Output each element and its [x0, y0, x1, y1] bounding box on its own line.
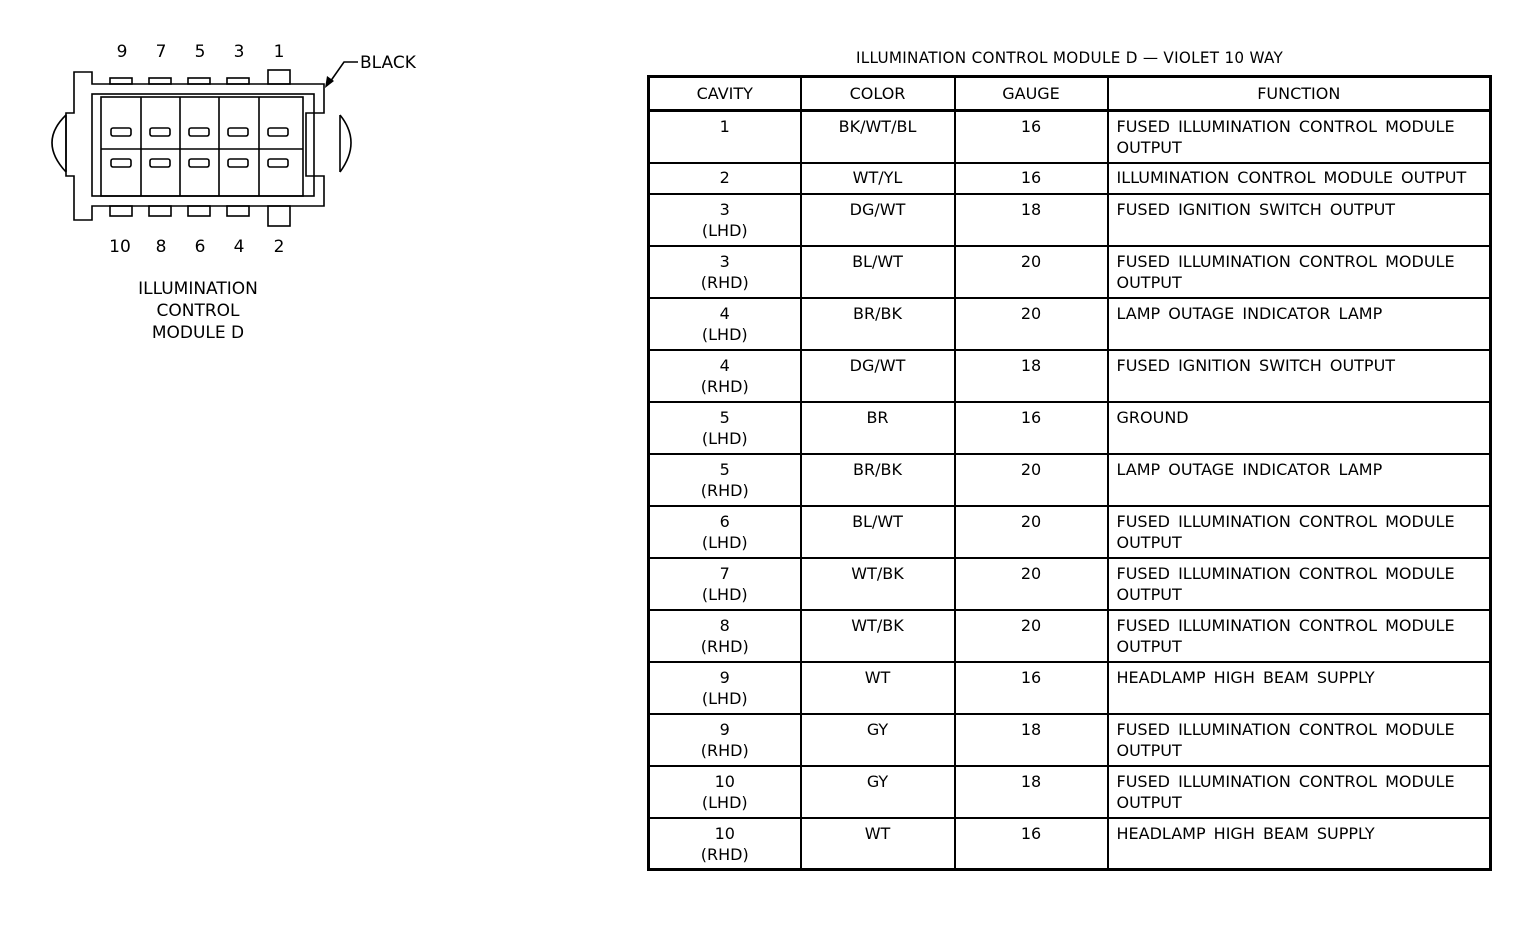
color-cell: WT/YL: [801, 163, 955, 194]
header-function: FUNCTION: [1108, 77, 1491, 111]
gauge-cell: 20: [955, 298, 1108, 350]
cavity-side: (RHD): [700, 636, 749, 656]
table-row: [649, 111, 1491, 163]
table-row: [649, 558, 1491, 610]
cavity-number: 9: [719, 667, 730, 687]
table-row: [649, 402, 1491, 454]
header-color: COLOR: [801, 77, 955, 111]
color-cell: BR/BK: [801, 454, 955, 506]
connector-name: [138, 279, 258, 343]
table-row: [649, 506, 1491, 558]
cavity-side: (LHD): [701, 532, 748, 552]
connector-color-label: BLACK: [360, 53, 416, 73]
color-cell: BR: [801, 402, 955, 454]
table-row: [649, 610, 1491, 662]
cavity-side: (LHD): [701, 688, 748, 708]
cavity-cell: [649, 111, 801, 163]
top-terminal-slots: [111, 128, 288, 136]
color-cell: WT/BK: [801, 558, 955, 610]
function-cell: HEADLAMP HIGH BEAM SUPPLY: [1108, 662, 1491, 714]
cavity-side: (RHD): [700, 376, 749, 396]
gauge-cell: 18: [955, 350, 1108, 402]
gauge-cell: 20: [955, 454, 1108, 506]
cavity-cell: [649, 714, 801, 766]
color-cell: WT: [801, 662, 955, 714]
color-cell: GY: [801, 714, 955, 766]
bottom-pin-numbers: [109, 237, 284, 257]
cavity-number: 4: [719, 355, 730, 375]
connector-inner-body: [92, 94, 314, 196]
function-cell: LAMP OUTAGE INDICATOR LAMP: [1108, 298, 1491, 350]
pin-number: 4: [233, 237, 245, 257]
cavity-number: 3: [719, 251, 730, 271]
pin-number: 2: [273, 237, 285, 257]
cavity-number: 8: [719, 615, 730, 635]
cavity-side: (LHD): [701, 584, 748, 604]
cavity-number: 6: [719, 511, 730, 531]
cavity-cell: [649, 506, 801, 558]
gauge-cell: 16: [955, 402, 1108, 454]
function-cell: ILLUMINATION CONTROL MODULE OUTPUT: [1108, 163, 1491, 194]
right-latch-ear: [340, 115, 351, 172]
bottom-terminal-slots: [111, 159, 288, 167]
cavity-cell: [649, 163, 801, 194]
gauge-cell: 16: [955, 111, 1108, 163]
gauge-cell: 18: [955, 766, 1108, 818]
cavity-number: 10: [714, 771, 735, 791]
function-cell: FUSED ILLUMINATION CONTROL MODULE OUTPUT: [1108, 558, 1491, 610]
cavity-side: (RHD): [700, 272, 749, 292]
cavity-cell: [649, 610, 801, 662]
cavity-cell: [649, 298, 801, 350]
table-row: [649, 818, 1491, 870]
function-cell: FUSED ILLUMINATION CONTROL MODULE OUTPUT: [1108, 714, 1491, 766]
color-cell: BL/WT: [801, 506, 955, 558]
cavity-number: 1: [719, 117, 730, 136]
function-cell: GROUND: [1108, 402, 1491, 454]
gauge-cell: 20: [955, 558, 1108, 610]
table-row: [649, 454, 1491, 506]
cavity-cell: [649, 662, 801, 714]
cavity-side: (RHD): [700, 480, 749, 500]
function-cell: FUSED ILLUMINATION CONTROL MODULE OUTPUT: [1108, 610, 1491, 662]
color-cell: GY: [801, 766, 955, 818]
gauge-cell: 16: [955, 662, 1108, 714]
gauge-cell: 20: [955, 610, 1108, 662]
pinout-table: [647, 75, 1492, 871]
table-header-row: [649, 77, 1491, 111]
color-cell: DG/WT: [801, 194, 955, 246]
gauge-cell: 20: [955, 246, 1108, 298]
color-cell: BL/WT: [801, 246, 955, 298]
cavity-side: (RHD): [700, 740, 749, 760]
pin-number: 7: [155, 42, 167, 62]
function-cell: LAMP OUTAGE INDICATOR LAMP: [1108, 454, 1491, 506]
color-cell: DG/WT: [801, 350, 955, 402]
cavity-number: 10: [714, 823, 735, 843]
cavity-number: 9: [719, 719, 730, 739]
cavity-cell: [649, 246, 801, 298]
cavity-cell: [649, 558, 801, 610]
function-cell: FUSED ILLUMINATION CONTROL MODULE OUTPUT: [1108, 111, 1491, 163]
function-cell: FUSED ILLUMINATION CONTROL MODULE OUTPUT: [1108, 246, 1491, 298]
cavity-number: 4: [719, 303, 730, 323]
cavity-side: (LHD): [701, 220, 748, 240]
pin-number: 1: [273, 42, 285, 62]
cavity-side: (LHD): [701, 792, 748, 812]
color-cell: BK/WT/BL: [801, 111, 955, 163]
connector-name-line: ILLUMINATION: [138, 279, 258, 299]
color-cell: BR/BK: [801, 298, 955, 350]
gauge-cell: 18: [955, 194, 1108, 246]
color-cell: WT: [801, 818, 955, 870]
gauge-cell: 20: [955, 506, 1108, 558]
function-cell: FUSED ILLUMINATION CONTROL MODULE OUTPUT: [1108, 766, 1491, 818]
top-pin-numbers: [117, 42, 285, 62]
table-title: ILLUMINATION CONTROL MODULE D — VIOLET 10 WAY: [855, 48, 1284, 67]
pin-number: 3: [233, 42, 245, 62]
pin-number: 5: [194, 42, 206, 62]
function-cell: FUSED IGNITION SWITCH OUTPUT: [1108, 194, 1491, 246]
pin-number: 8: [155, 237, 167, 257]
cavity-number: 7: [719, 563, 730, 583]
gauge-cell: 18: [955, 714, 1108, 766]
cavity-number: 5: [719, 407, 730, 427]
table-row: [649, 714, 1491, 766]
cavity-cell: [649, 350, 801, 402]
connector-diagram: [0, 0, 620, 360]
table-row: [649, 194, 1491, 246]
cavity-cell: [649, 454, 801, 506]
color-leader-line: [330, 62, 358, 82]
left-latch-ear: [52, 115, 66, 172]
cavity-side: (LHD): [701, 428, 748, 448]
table-row: [649, 246, 1491, 298]
cavity-number: 5: [719, 459, 730, 479]
connector-name-line: CONTROL: [156, 301, 240, 321]
table-row: [649, 662, 1491, 714]
table-row: [649, 298, 1491, 350]
cavity-cell: [649, 766, 801, 818]
cavity-cell: [649, 194, 801, 246]
function-cell: FUSED ILLUMINATION CONTROL MODULE OUTPUT: [1108, 506, 1491, 558]
table-row: [649, 766, 1491, 818]
connector-name-line: MODULE D: [151, 323, 245, 343]
cavity-number: 3: [719, 199, 730, 219]
table-row: [649, 350, 1491, 402]
function-cell: HEADLAMP HIGH BEAM SUPPLY: [1108, 818, 1491, 870]
cavity-cell: [649, 818, 801, 870]
table-row: [649, 163, 1491, 194]
header-gauge: GAUGE: [955, 77, 1108, 111]
cavity-cell: [649, 402, 801, 454]
gauge-cell: 16: [955, 818, 1108, 870]
cavity-side: (LHD): [701, 324, 748, 344]
pin-number: 6: [194, 237, 206, 257]
pin-number: 10: [109, 237, 131, 257]
pin-number: 9: [116, 42, 128, 62]
cavity-number: 2: [719, 167, 730, 187]
header-cavity: CAVITY: [649, 77, 801, 111]
function-cell: FUSED IGNITION SWITCH OUTPUT: [1108, 350, 1491, 402]
cavity-side: (RHD): [700, 844, 749, 864]
gauge-cell: 16: [955, 163, 1108, 194]
color-cell: WT/BK: [801, 610, 955, 662]
